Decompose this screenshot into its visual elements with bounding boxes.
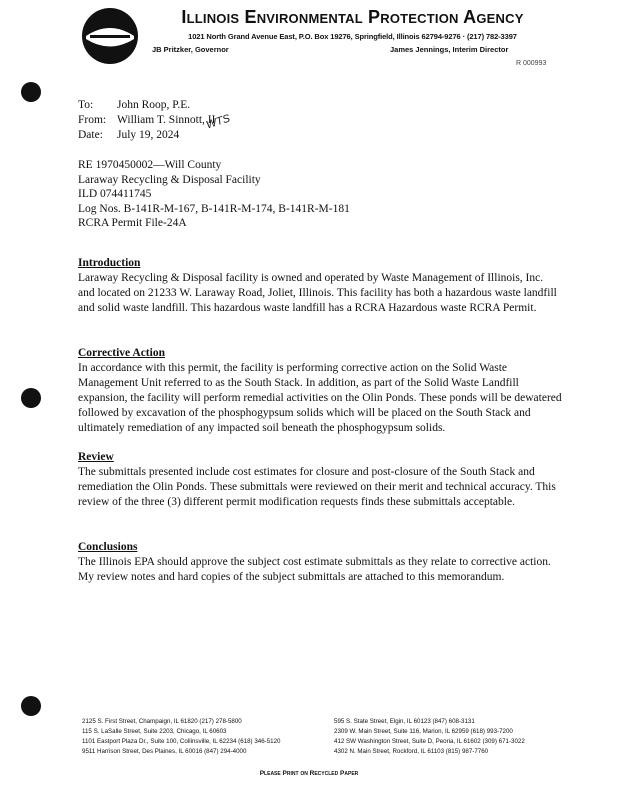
section-heading: Introduction: [78, 257, 141, 269]
re-line: RCRA Permit File-24A: [78, 217, 187, 229]
memo-to-row: [78, 98, 215, 113]
agency-address: 1021 North Grand Avenue East, P.O. Box 19276, Springfield, Illinois 62794-9276 · (217) 782-3397: [188, 32, 517, 41]
reference-block: [78, 158, 350, 231]
punch-hole-bottom: [21, 696, 41, 716]
office-address: 1101 Eastport Plaza Dr., Suite 100, Collinsville, IL 62234 (618) 346-5120: [82, 738, 281, 745]
office-address: 412 SW Washington Street, Suite D, Peoria, IL 61602 (309) 671-3022: [334, 738, 525, 745]
office-address: 115 S. LaSalle Street, Suite 2203, Chicago, IL 60603: [82, 728, 227, 735]
re-line: ILD 074411745: [78, 188, 152, 200]
introduction-section: [78, 256, 562, 316]
governor-name: JB Pritzker, Governor: [152, 45, 229, 54]
memo-date-row: [78, 128, 215, 143]
office-address: 595 S. State Street, Elgin, IL 60123 (847) 608-3131: [334, 718, 475, 725]
punch-hole-top: [21, 82, 41, 102]
section-heading: Review: [78, 451, 114, 463]
section-body: Laraway Recycling & Disposal facility is owned and operated by Waste Management of Illinois, Inc. and located on 21233 W. Laraway Road, Joliet, Illinois. This facility has both a hazardous waste landfill and solid waste landfill. This hazardous waste landfill has a RCRA Hazardous waste RCRA Permit.: [78, 272, 557, 314]
footer-offices-right: [334, 717, 525, 757]
from-label: From:: [78, 114, 107, 126]
to-value: John Roop, P.E.: [117, 99, 191, 111]
to-label: To:: [78, 99, 94, 111]
memo-header: [78, 98, 215, 143]
re-line: Log Nos. B-141R-M-167, B-141R-M-174, B-141R-M-181: [78, 202, 350, 215]
section-body: The Illinois EPA should approve the subject cost estimate submittals as they relate to corrective action. My review notes and hard copies of the subject submittals are attached to this memorandum.: [78, 556, 551, 583]
punch-hole-middle: [21, 388, 41, 408]
recycled-paper-note: Please Print on Recycled Paper: [259, 770, 359, 777]
office-address: 4302 N. Main Street, Rockford, IL 61103 (815) 987-7760: [334, 748, 489, 755]
director-name: James Jennings, Interim Director: [390, 45, 509, 54]
iepa-logo: [80, 6, 140, 66]
agency-name: Illinois Environmental Protection Agency: [181, 7, 524, 27]
footer-offices-left: [82, 717, 280, 757]
office-address: 9511 Harrison Street, Des Plaines, IL 60016 (847) 294-4000: [82, 748, 247, 755]
conclusions-section: [78, 540, 562, 585]
date-label: Date:: [78, 129, 103, 141]
section-body: In accordance with this permit, the facility is performing corrective action on the Solid Waste Management Unit referred to as the South Stack. In addition, as part of the Solid Waste Landfill expansion, the facility will perform remedial activities on the Olin Ponds. These ponds will be dewatered followed by excavation of the phosphogypsum solids which will be placed on the South Stack and ultimately remediation of any impacted soil beneath the phosphogypsum solids.: [78, 362, 562, 434]
office-address: 2309 W. Main Street, Suite 116, Marion, IL 62959 (618) 993-7200: [334, 728, 513, 735]
memo-from-row: [78, 113, 215, 128]
date-value: July 19, 2024: [117, 129, 180, 141]
re-line: Laraway Recycling & Disposal Facility: [78, 173, 261, 186]
corrective-action-section: [78, 346, 562, 436]
from-value: William T. Sinnott, II: [117, 114, 216, 126]
handwritten-initials: WTS: [204, 112, 232, 132]
re-line: RE 1970450002—Will County: [78, 159, 222, 171]
section-body: The submittals presented include cost estimates for closure and post-closure of the South Stack and remediation the Olin Ponds. These submittals were reviewed on their merit and technical accuracy. This review of the three (3) different permit modification requests finds these submittals acceptable.: [78, 466, 556, 508]
section-heading: Corrective Action: [78, 347, 165, 359]
document-number: R 000993: [516, 60, 547, 67]
section-heading: Conclusions: [78, 541, 138, 553]
office-address: 2125 S. First Street, Champaign, IL 61820 (217) 278-5800: [82, 718, 242, 725]
review-section: [78, 450, 562, 510]
